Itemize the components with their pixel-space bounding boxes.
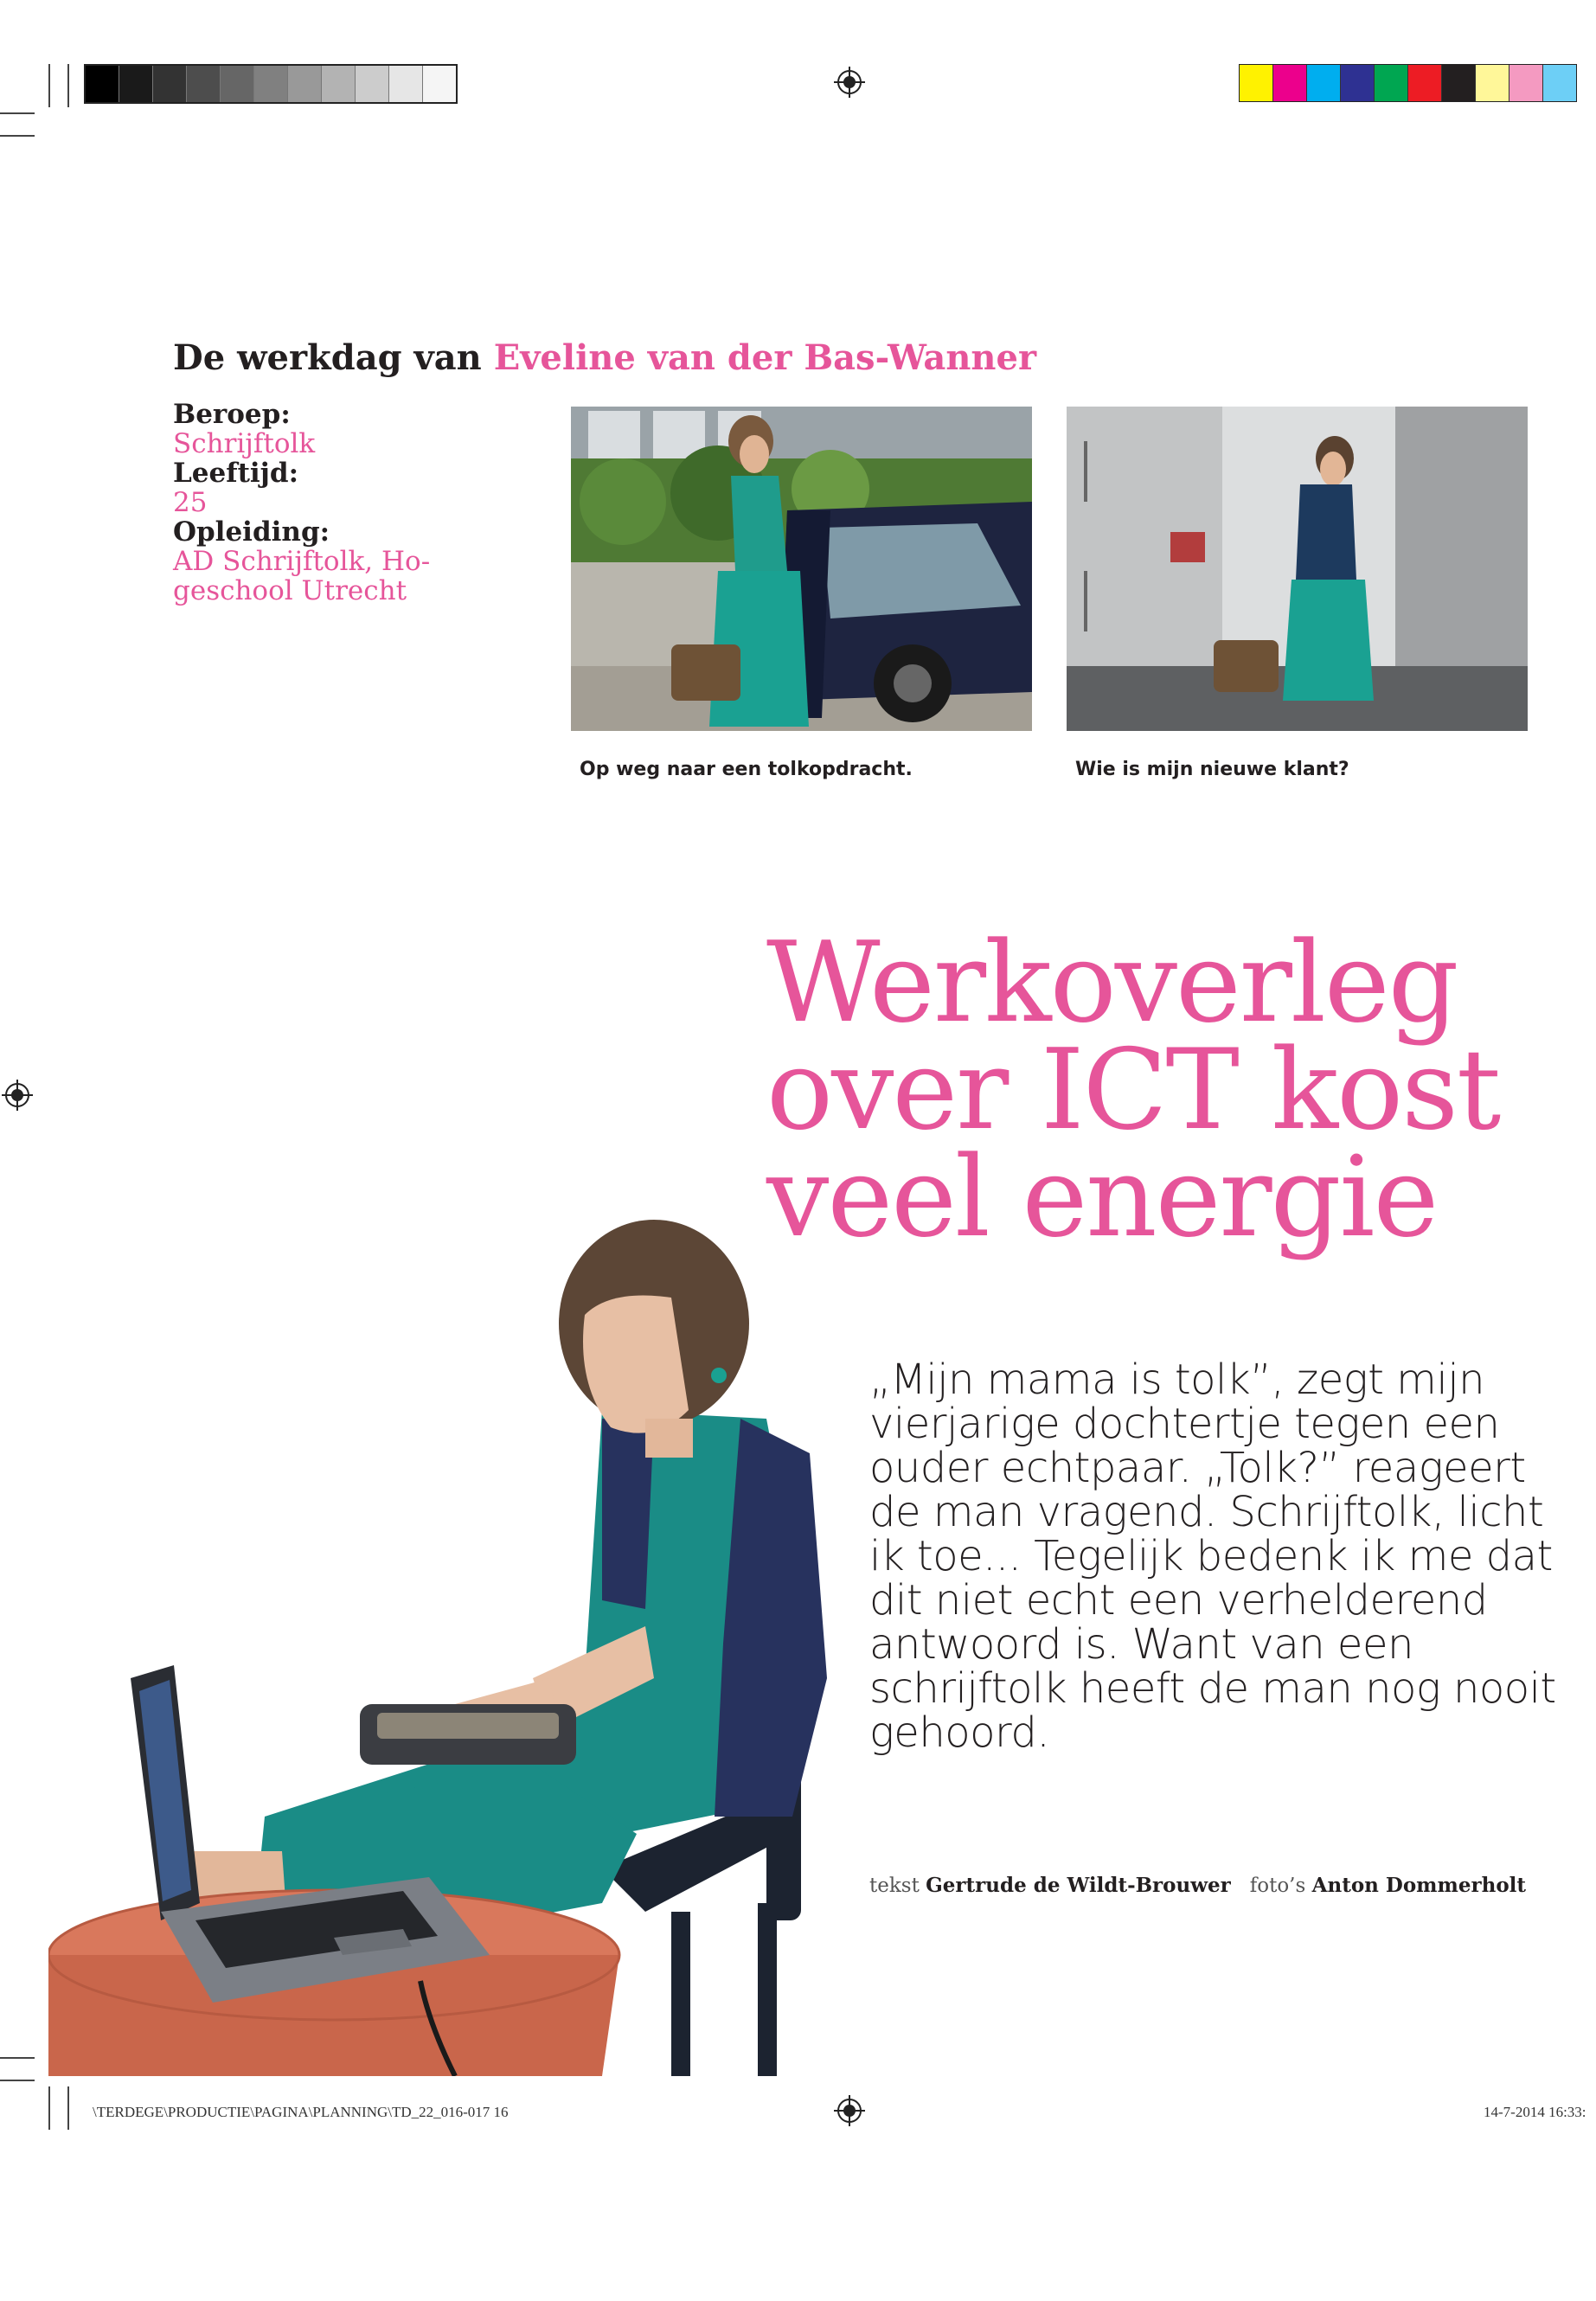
grey-swatch <box>254 66 288 102</box>
headline-line-3: veel energie <box>766 1133 1438 1262</box>
slug-datetime: 14-7-2014 16:33: <box>1484 2104 1586 2120</box>
caption-right: Wie is mijn nieuwe klant? <box>1075 759 1349 780</box>
crop-mark <box>48 2086 50 2130</box>
photo-credit-label: foto’s <box>1249 1875 1306 1897</box>
title-name: Eveline van der Bas-Wanner <box>493 337 1037 378</box>
page-title <box>173 337 1036 378</box>
color-swatch <box>1543 65 1576 101</box>
grey-swatch <box>119 66 153 102</box>
grey-calibration-bar <box>84 64 458 104</box>
leeftijd-label: Leeftijd: <box>173 458 299 489</box>
color-swatch <box>1476 65 1509 101</box>
registration-mark-icon <box>834 67 865 98</box>
color-swatch <box>1341 65 1375 101</box>
crop-mark <box>48 64 50 107</box>
color-calibration-bar <box>1239 64 1577 102</box>
opleiding-value-line2: geschool Utrecht <box>173 575 407 606</box>
crop-mark <box>67 2086 69 2130</box>
grey-swatch <box>187 66 221 102</box>
crop-mark <box>0 2057 35 2059</box>
color-swatch <box>1240 65 1273 101</box>
slug-path: \TERDEGE\PRODUCTIE\PAGINA\PLANNING\TD_22_016-017 16 <box>93 2104 509 2120</box>
grey-swatch <box>221 66 254 102</box>
text-credit-name: Gertrude de Wildt-Brouwer <box>926 1874 1231 1897</box>
color-swatch <box>1442 65 1476 101</box>
photo-woman-laptop <box>48 1194 844 2076</box>
caption-left: Op weg naar een tolkopdracht. <box>580 759 913 780</box>
profile-box <box>173 400 450 606</box>
opleiding-value-line1: AD Schrijftolk, Ho- <box>173 546 431 577</box>
title-prefix: De werkdag van <box>173 337 482 378</box>
leeftijd-value: 25 <box>173 487 208 518</box>
grey-swatch <box>389 66 423 102</box>
registration-mark-icon <box>834 2095 865 2126</box>
crop-mark <box>67 64 69 107</box>
color-swatch <box>1509 65 1543 101</box>
headline-line-1: Werkoverleg <box>766 919 1458 1048</box>
credits <box>869 1874 1526 1897</box>
grey-swatch <box>153 66 187 102</box>
crop-mark <box>0 135 35 137</box>
grey-swatch <box>322 66 356 102</box>
intro-text: „Mijn mama is tolk”, zegt mijn vierjarige dochtertje tegen een ouder echtpaar. „Tolk?” reageert de man vragend. Schrijftolk, licht ik toe... Tegelijk bedenk ik me dat dit niet echt een verhelderend antwoord is. Want van een schrijftolk heeft de man nog nooit gehoord. <box>869 1356 1556 1757</box>
registration-mark-icon <box>2 1080 33 1111</box>
text-credit-label: tekst <box>869 1875 920 1897</box>
grey-swatch <box>356 66 389 102</box>
beroep-label: Beroep: <box>173 399 291 430</box>
headline <box>766 919 1562 1262</box>
color-swatch <box>1273 65 1307 101</box>
headline-line-2: over ICT kost <box>766 1026 1500 1155</box>
photo-car <box>571 407 1032 731</box>
photo-door <box>1067 407 1528 731</box>
color-swatch <box>1307 65 1341 101</box>
photo-credit-name: Anton Dommerholt <box>1311 1874 1527 1897</box>
grey-swatch <box>86 66 119 102</box>
color-swatch <box>1375 65 1408 101</box>
opleiding-label: Opleiding: <box>173 516 330 548</box>
crop-mark <box>0 2080 35 2081</box>
grey-swatch <box>423 66 456 102</box>
color-swatch <box>1408 65 1442 101</box>
crop-mark <box>0 112 35 114</box>
grey-swatch <box>288 66 322 102</box>
beroep-value: Schrijftolk <box>173 428 316 459</box>
